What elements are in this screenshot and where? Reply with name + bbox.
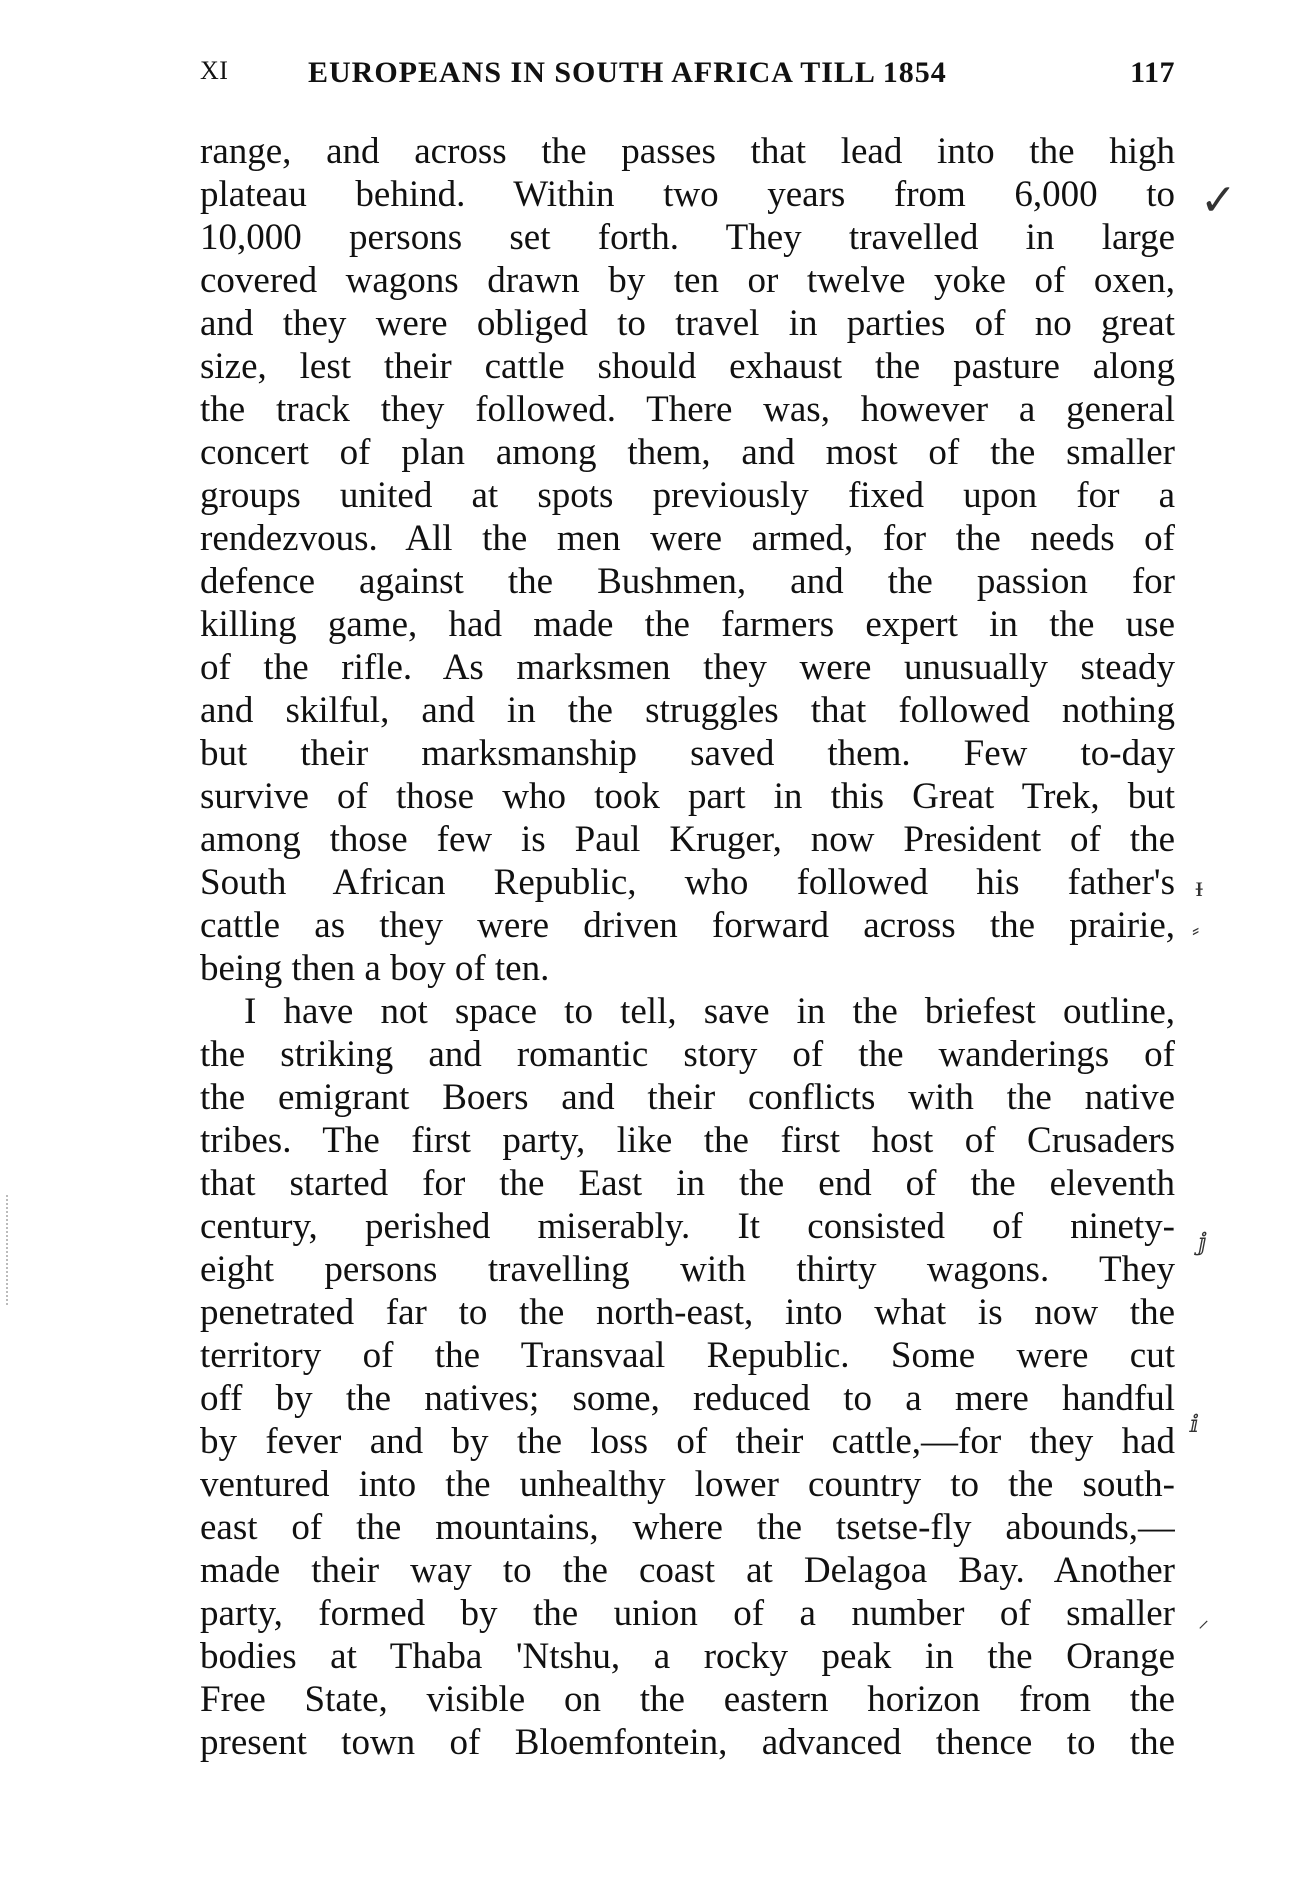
running-head	[200, 56, 1175, 96]
pencil-mark-annotation: ᵻ	[1195, 870, 1204, 903]
body-text	[200, 130, 1175, 1764]
checkmark-annotation: ✓	[1200, 176, 1237, 225]
text-line: cattle as they were driven forward across the prairie,	[200, 905, 1175, 946]
text-line: century, perished miserably. It consisted of ninety-	[200, 1206, 1175, 1247]
text-line: of the rifle. As marksmen they were unusually steady	[200, 647, 1175, 688]
text-line: the emigrant Boers and their conflicts with the native	[200, 1077, 1175, 1118]
text-line: concert of plan among them, and most of the smaller	[200, 432, 1175, 473]
text-line: I have not space to tell, save in the briefest outline,	[244, 991, 1175, 1032]
text-line: party, formed by the union of a number of smaller	[200, 1593, 1175, 1634]
pencil-mark-annotation: ⅈ	[1190, 1412, 1200, 1438]
text-line: tribes. The first party, like the first host of Crusaders	[200, 1120, 1175, 1161]
chapter-number: XI	[200, 56, 229, 85]
text-line: present town of Bloemfontein, advanced thence to the	[200, 1722, 1175, 1763]
margin-dots	[6, 1195, 10, 1305]
text-line: eight persons travelling with thirty wagons. They	[200, 1249, 1175, 1290]
text-line: Free State, visible on the eastern horizon from the	[200, 1679, 1175, 1720]
text-line: defence against the Bushmen, and the passion for	[200, 561, 1175, 602]
text-line: and they were obliged to travel in parties of no great	[200, 303, 1175, 344]
text-line: east of the mountains, where the tsetse-fly abounds,—	[200, 1507, 1175, 1548]
text-line: South African Republic, who followed his father's	[200, 862, 1175, 903]
text-line: rendezvous. All the men were armed, for the needs of	[200, 518, 1175, 559]
text-line: but their marksmanship saved them. Few to-day	[200, 733, 1175, 774]
text-line: territory of the Transvaal Republic. Some were cut	[200, 1335, 1175, 1376]
text-line: by fever and by the loss of their cattle,—for they had	[200, 1421, 1175, 1462]
text-line: bodies at Thaba 'Ntshu, a rocky peak in the Orange	[200, 1636, 1175, 1677]
text-line: being then a boy of ten.	[200, 948, 550, 989]
text-line: plateau behind. Within two years from 6,000 to	[200, 174, 1175, 215]
text-line: made their way to the coast at Delagoa Bay. Another	[200, 1550, 1175, 1591]
page-number: 117	[1130, 56, 1175, 89]
text-line: among those few is Paul Kruger, now President of the	[200, 819, 1175, 860]
text-line: size, lest their cattle should exhaust the pasture along	[200, 346, 1175, 387]
running-title: EUROPEANS IN SOUTH AFRICA TILL 1854	[308, 56, 947, 89]
text-line: off by the natives; some, reduced to a mere handful	[200, 1378, 1175, 1419]
text-line: survive of those who took part in this Great Trek, but	[200, 776, 1175, 817]
pencil-mark-annotation: ⸝	[1198, 1607, 1210, 1632]
text-line: penetrated far to the north-east, into what is now the	[200, 1292, 1175, 1333]
text-line: range, and across the passes that lead into the high	[200, 131, 1175, 172]
text-line: ventured into the unhealthy lower country to the south-	[200, 1464, 1175, 1505]
text-line: groups united at spots previously fixed upon for a	[200, 475, 1175, 516]
text-line: covered wagons drawn by ten or twelve yoke of oxen,	[200, 260, 1175, 301]
text-line: and skilful, and in the struggles that followed nothing	[200, 690, 1175, 731]
text-line: killing game, had made the farmers expert in the use	[200, 604, 1175, 645]
pencil-mark-annotation: ⸗	[1192, 917, 1200, 942]
text-line: the track they followed. There was, however a general	[200, 389, 1175, 430]
pencil-mark-annotation: ⅉ	[1198, 1230, 1207, 1256]
text-line: 10,000 persons set forth. They travelled in large	[200, 217, 1175, 258]
text-line: the striking and romantic story of the wanderings of	[200, 1034, 1175, 1075]
text-line: that started for the East in the end of the eleventh	[200, 1163, 1175, 1204]
